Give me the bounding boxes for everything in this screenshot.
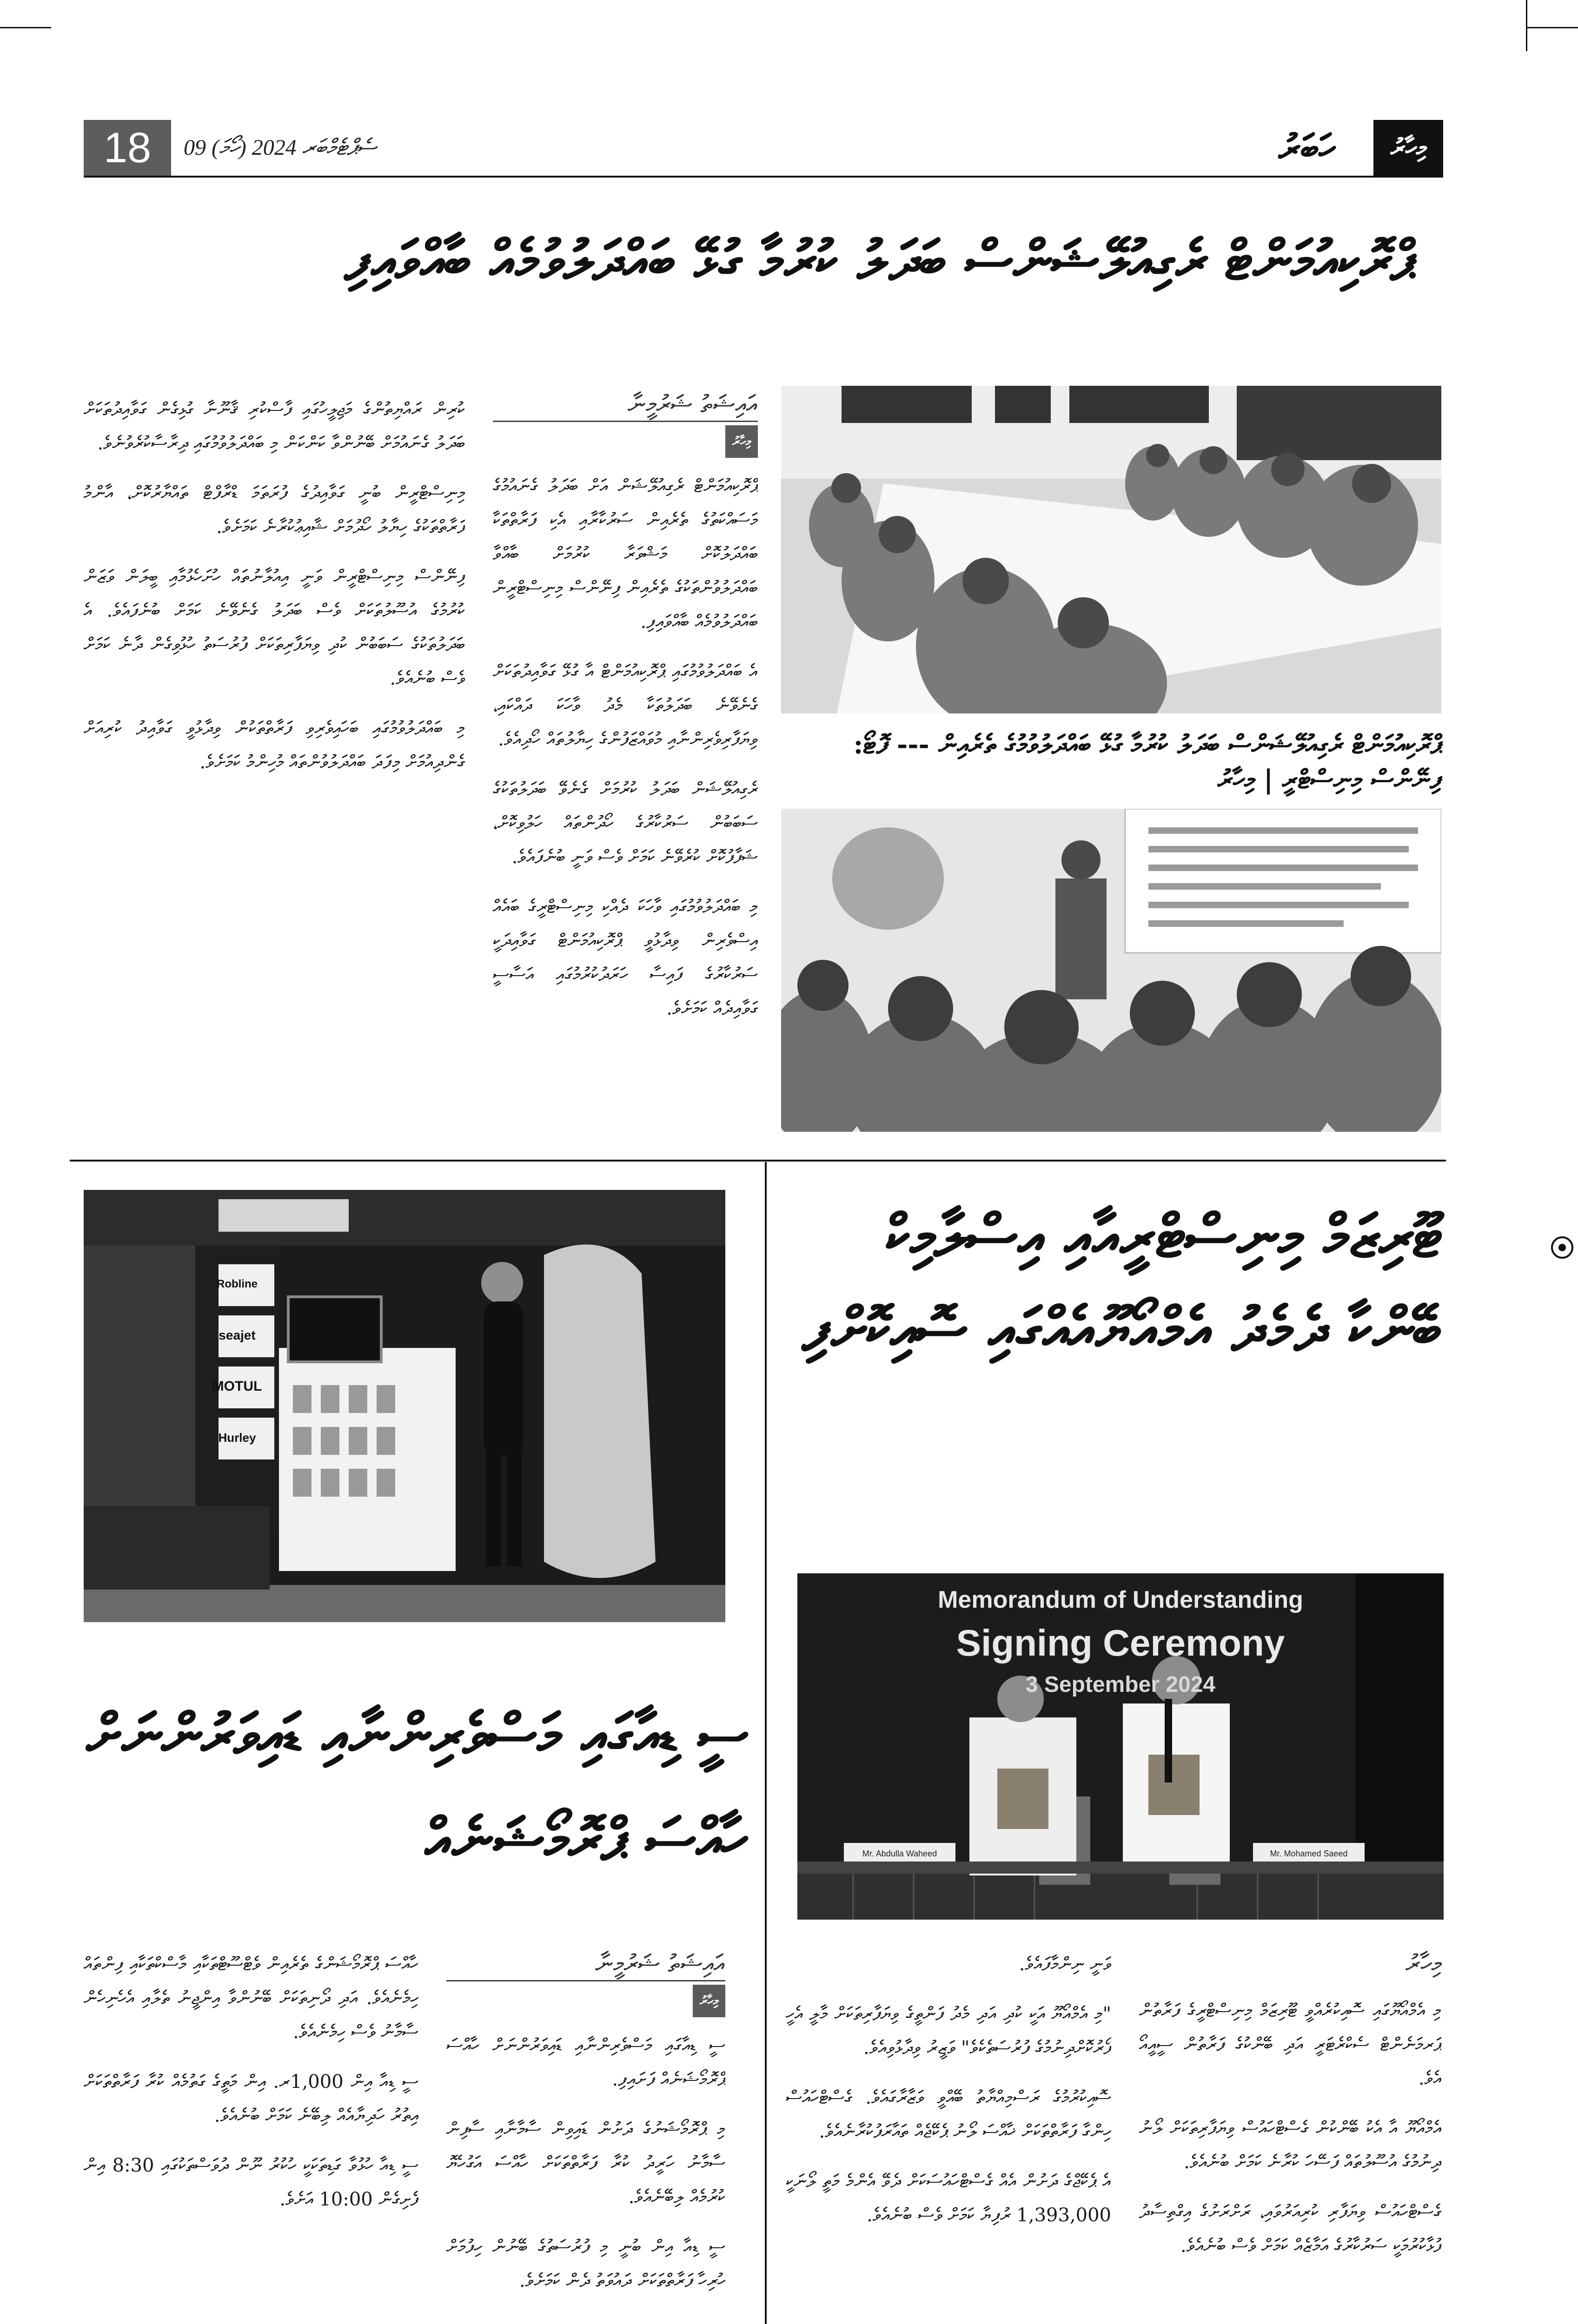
byline-rule [493, 421, 758, 422]
mou-story-headline: ޓޫރިޒަމް މިނިސްޓްރީއާއި އިސްލާމިކް ބޭންކާ ދެމެދު އެމްއޯޔޫއެއްގައި ސޮއިކޮށްފި [802, 1202, 1441, 1364]
text-column [84, 393, 465, 1129]
paragraph: "މި އެމްއޯޔޫ އަކީ ކުދި އަދި މެދު ފަންތީގެ ވިޔަފާރިތަކަށް މާލީ އެހީ ފޯރުކޮށްދިނުމުގެ ފުރުސަތެކެވެ" ވަޒީރު ވިދާޅުވިއެވެ. [786, 2003, 1111, 2059]
paragraph: ހާއްސަ ޕްރޮމޯޝަންގެ ތެރެއިން ވެޓްސޫޓްތަކާއި މާސްކްތަކާއި ފިންތައް ހިމެނެއެވެ. އަދި ދޯނިތަކަށް ބޭނުންވާ އިންޖީނު ތެލާއި އެހެނިހެން ސާމާނު ވެސް ހިމެނެއެވެ. [84, 1954, 418, 2043]
text-column [786, 1948, 1111, 2324]
dive-shop-photo [84, 1190, 725, 1622]
page-number: 18 [84, 120, 171, 176]
paragraph: އެ ޕެކޭޖްގެ ދަށުން އެއް ގެސްޓްހައުސަކަށް ދެވޭ އެންމެ މަތީ ލޯނަކީ 1,393,000 ރުފިޔާ ކަމަށް ވެސް ބުނެއެވެ. [786, 2171, 1111, 2226]
banner-title: Memorandum of Understanding [938, 1586, 1303, 1613]
masthead-logo: މިހާރު [1373, 120, 1443, 176]
paragraph: މި ބައްދަލުވުމުގައި ވާހަކަ ދެއްކި މިނިސްޓްރީގެ ބައެއް އިސްވެރިން ވިދާޅުވީ ޕްރޮކިއުމަންޓް ގަވާއިދަކީ ސަރުކާރުގެ ފައިސާ ހަރަދުކުރުމުގައި އަސާސީ ގަވާއިދެއް ކަމަށެވެ. [493, 896, 758, 1019]
paragraph: ސީ ޑިއާ ހުޅުވާ ގަޑިތަކަކީ ހުކުރު ނޫން ދުވަސްތަކުގައި 8:30 އިން ފެށިގެން 10:00 އަށެވެ. [84, 2155, 418, 2210]
brand-motul: MOTUL [212, 1379, 262, 1394]
name-placard-left: Mr. Abdulla Waheed [862, 1849, 937, 1858]
meeting-photo-1 [781, 386, 1441, 713]
banner-date: 3 September 2024 [1025, 1672, 1216, 1697]
text-column [493, 469, 758, 1129]
paragraph: ރެގިއުލޭޝަން ބަދަލު ކުރުމަށް ގެނެވޭ ބަދަލުތަކުގެ ސަބަބުން ސަރުކާރުގެ ހޯދުންތައް ހަލުވިކޮށް، ޝަފާފުކޮށް ކުރެވޭނެ ކަމަށް ވެސް ވަނީ ބުނެފައެވެ. [493, 779, 758, 868]
text-column [84, 1948, 418, 2324]
paragraph: ފިނޭންސް މިނިސްޓްރީން ވަނީ އިއުލާނުތައް ހުށަހެޅުމާއި ބީލަން ވަޒަން ކުރުމުގެ އުސޫލުތަކަށް ވެސް ބަދަލު ގެނެވޭނެ ކަމަށް ބުނެފައެވެ. އެ ބަދަލުތަކުގެ ސަބަބުން ކުދި ވިޔަފާރިތަކަށް ފުރުސަތު ހުޅުވިގެން ދާނެ ކަމަށް ވެސް ބުނެއެވެ. [84, 566, 465, 689]
registration-mark [1551, 1236, 1573, 1259]
paragraph: ސީ ޑިއާ އިން 1,000ރ. އިން މަތީގެ ގަތުމެއް ކުރާ ފަރާތްތަކަށް އިތުރު ހަދިޔާއެއް ލިބޭނެ ކަމަށް ބުނެއެވެ. [84, 2071, 418, 2126]
crop-mark [1526, 27, 1578, 28]
brand-hurley: Hurley [218, 1431, 256, 1445]
banner-subtitle: Signing Ceremony [956, 1622, 1285, 1664]
crop-mark [0, 27, 51, 28]
caption-text: ޕްރޮކިއުމަންޓް ރެގިއުލޭޝަންސް ބަދަލު ކުރުމާ ގުޅޭ ބައްދަލުވުމުގެ ތެރެއިން --- ފޮޓޯ: ފިނޭންސް މިނިސްޓްރީ | މިހާރު [853, 729, 1441, 795]
paragraph: ޕްރޮކިއުމަންޓް ރެގިއުލޭޝަން އަށް ބަދަލު ގެނައުމުގެ މަސައްކަތުގެ ތެރެއިން ސަރުކާރާއި އެކި ފަރާތްތަކާ ބައްދަލުކޮށް މަޝްވަރާ ކުރުމަށް ބާއްވާ ބައްދަލުވުންތަކުގެ ތެރެއިން ފިނޭންސް މިނިސްޓްރީން ބައްދަލުވުމެއް ބާއްވައިފި. [493, 475, 758, 633]
paragraph: ސީ ޑިއާގައި މަސްވެރިންނާއި ޑައިވަރުންނަށް ހާއްސަ ޕްރޮމޯޝަނެއް ފަށައިފި. [446, 2035, 725, 2090]
issue-date: 09 ސެޕްޓެމްބަރ 2024 (ހޯމަ) [184, 135, 377, 160]
column-divider [765, 1162, 767, 2324]
byline: އައިޝަތު ޝަރުމީނާ [628, 390, 758, 419]
paragraph: ކުރިން ރައްޔިތުންގެ މަޖިލީހުގައި ފާސްކުރި ޤާނޫނާ ގުޅިގެން ގަވާއިދުތަކަށް ބަދަލު ގެނައުމަށް ބޭނުންވާ ކަންކަން މި ބައްދަލުވުމުގައި ދިރާސާކުރެވުނެވެ. [84, 399, 465, 454]
photo-caption [781, 727, 1441, 797]
text-column [1139, 1994, 1441, 2324]
crop-mark [1526, 0, 1527, 51]
paragraph: މިނިސްޓްރީން ބުނީ ގަވާއިދުގެ ފުރަތަމަ ޑްރާފްޓް ތައްޔާރުކޮށް، އާންމު ފަރާތްތަކުގެ ހިޔާލު ހޯދުމަށް ޝާއިޢުކުރާނެ ކަމަށެވެ. [84, 482, 465, 538]
section-name: ހަބަރު [1278, 126, 1336, 170]
paragraph: ވަނީ ނިންމާފައެވެ. [1019, 1954, 1111, 1975]
paragraph: މި ބައްދަލުވުމުގައި ބަހައިވެރިވި ފަރާތްތަކުން ވިދާޅުވީ ގަވާއިދު ކުރިއަށް ގެންދިއުމަށް މިފަދަ ބައްދަލުވުންތައް މުހިންމު ކަމަށެވެ. [84, 718, 465, 773]
text-column [446, 2029, 725, 2324]
byline-rule [446, 1980, 725, 1981]
byline: މިހާރު [1406, 1949, 1441, 1978]
brand-seajet: seajet [219, 1328, 256, 1342]
paragraph: ސީ ޑިއާ އިން ބުނީ މި ފުރުސަތުގެ ބޭނުން ހިފުމަށް ހުރިހާ ފަރާތްތަކަށް ދައުވަތު ދެން ކަމަށެވެ. [446, 2236, 725, 2291]
name-placard-right: Mr. Mohamed Saeed [1270, 1849, 1348, 1858]
paragraph: މި އެމްއޯޔޫގައި ސޮއިކުރެއްވީ ޓޫރިޒަމް މިނިސްޓްރީގެ ފަރާތުން ޕަރމަނެންޓް ސެކްރެޓަރީ އަދި ބޭންކުގެ ފަރާތުން ސީއީއޯ އެވެ. [1139, 2000, 1441, 2089]
page-header [84, 120, 1443, 178]
meeting-photo-2 [781, 809, 1441, 1132]
section-divider [70, 1160, 1446, 1162]
top-story-headline: ޕްރޮކިއުމަންޓް ރެގިއުލޭޝަންސް ބަދަލު ކުރުމާ ގުޅޭ ބައްދަލުވުމެއް ބާއްވައިފި [344, 228, 1413, 292]
paragraph: އެމްއޯޔޫ އާ އެކު ބޭންކުން ގެސްޓްހައުސް ވިޔަފާރިތަކަށް ލޯނު ދިނުމުގެ އުސޫލުތައް ފަސޭހަ ކުރާނެ ކަމަށް ބުނެއެވެ. [1139, 2118, 1441, 2173]
paragraph: ސޮއިކުރުމުގެ ރަސްމިއްޔާތު ބޭއްވީ ވަޒާރާގައެވެ. ގެސްޓްހައުސް ހިންގާ ފަރާތްތަކަށް ޚާއްސަ ލޯނު ޕެކޭޖެއް ތައާރަފުކުރާނެއެވެ. [786, 2087, 1111, 2142]
paragraph: އެ ބައްދަލުވުމުގައި ޕްރޮކިއުމަންޓް އާ ގުޅޭ ގަވާއިދުތަކަށް ގެނެވޭނެ ބަދަލުތަކާ މެދު ވާހަކަ ދައްކައި، ވިޔަފާރިވެރިންނާއި މުވައްޒަފުންގެ ހިޔާލުތައް ހޯދިއެވެ. [493, 661, 758, 750]
brand-robline: Robline [217, 1278, 258, 1290]
mihaaru-mini-logo: މިހާރު [725, 425, 758, 458]
mihaaru-mini-logo: މިހާރު [693, 1985, 725, 2017]
byline: އައިޝަތު ޝަރުމީނާ [595, 1949, 725, 1978]
paragraph: ގެސްޓްހައުސް ވިޔަފާރި ކުރިއަރުވައި، ރަށްރަށުގެ އިގްތިސާދު ފުޅާކުރުމަކީ ސަރުކާރުގެ އަމާޒެއް ކަމަށް ވެސް ބުނެއެވެ. [1139, 2201, 1441, 2257]
surf-story-headline: ސީ ޑިއާގައި މަސްވެރިންނާއި ޑައިވަރުންނަށް ހާއްސަ ޕްރޮމޯޝަނެއް [86, 1701, 749, 1873]
paragraph: މި ޕްރޮމޯޝަނުގެ ދަށުން ޑައިވިން ސާމާނާއި ސާފިން ސާމާނު ހަރީދު ކުރާ ފަރާތްތަކަށް ހާއްސަ އަގުހެޔޮ ކުރުމެއް ލިބޭނެއެވެ. [446, 2119, 725, 2208]
mou-signing-photo [797, 1573, 1444, 1920]
